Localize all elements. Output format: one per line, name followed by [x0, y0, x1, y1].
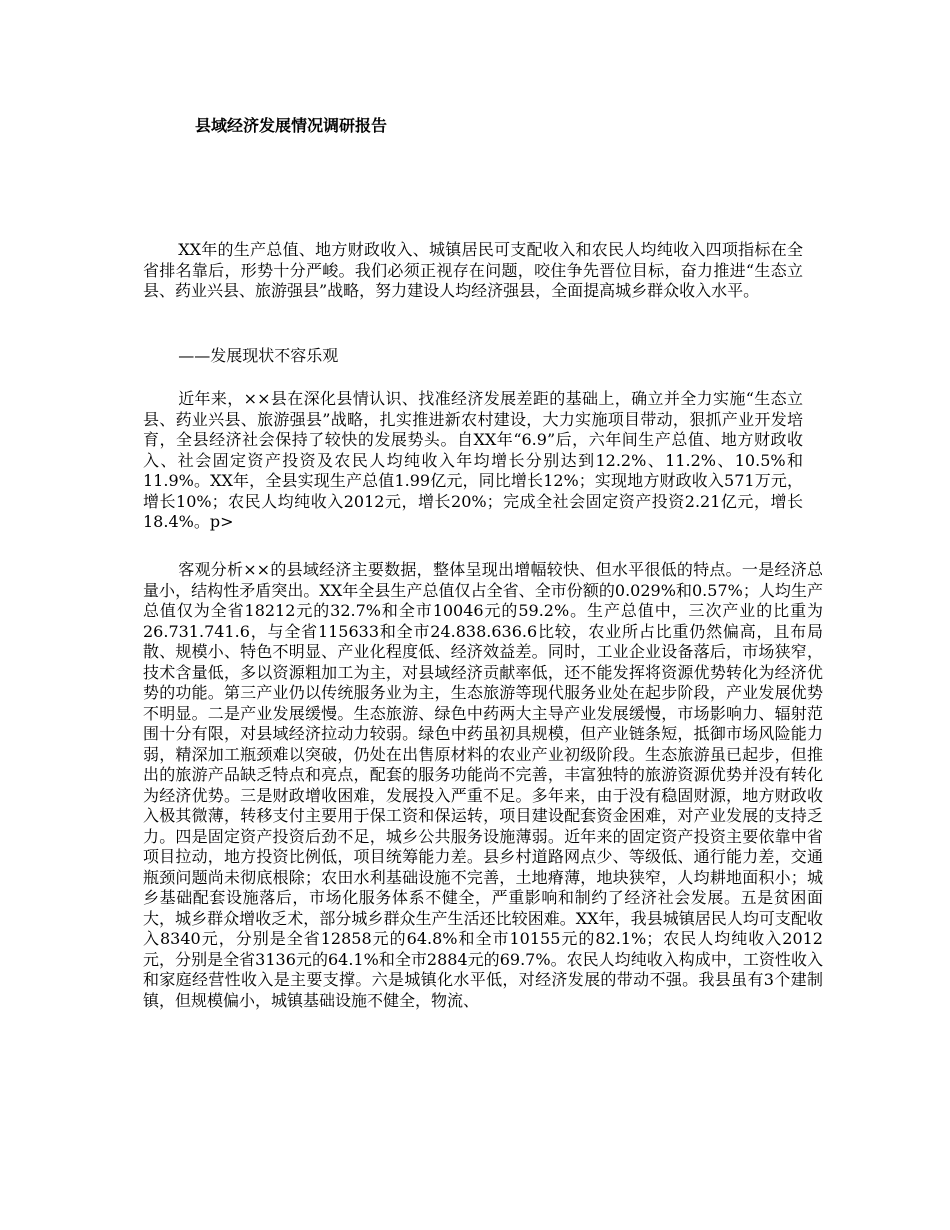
current-status-paragraph: 近年来，××县在深化县情认识、找准经济发展差距的基础上，确立并全力实施“生态立县、药业兴县、旅游强县”战略，扎实推进新农村建设，大力实施项目带动，狠抓产业开发培育，全县经济社会保持了较快的发展势头。自XX年“6.9”后，六年间生产总值、地方财政收入、社会固定资产投资及农民人均纯收入年均增长分别达到12.2%、11.2%、10.5%和11.9%。XX年，全县实现生产总值1.99亿元，同比增长12%；实现地方财政收入571万元，增长10%；农民人均纯收入2012元，增长20%；完成全社会固定资产投资2.21亿元，增长18.4%。p>	[143, 389, 803, 531]
intro-paragraph: XX年的生产总值、地方财政收入、城镇居民可支配收入和农民人均纯收入四项指标在全省排名靠后，形势十分严峻。我们必须正视存在问题，咬住争先晋位目标，奋力推进“生态立县、药业兴县、旅游强县”战略，努力建设人均经济强县，全面提高城乡群众收入水平。	[143, 240, 803, 300]
document-title: 县域经济发展情况调研报告	[195, 116, 388, 135]
section-heading: ——发展现状不容乐观	[178, 346, 339, 365]
analysis-paragraph: 客观分析××的县域经济主要数据，整体呈现出增幅较快、但水平很低的特点。一是经济总量小，结构性矛盾突出。XX年全县生产总值仅占全省、全市份额的0.029%和0.57%；人均生产总值仅为全省18212元的32.7%和全市10046元的59.2%。生产总值中，三次产业的比重为26.731.741.6，与全省115633和全市24.838.636.6比较，农业所占比重仍然偏高，且布局散、规模小、特色不明显、产业化程度低、经济效益差。同时，工业企业设备落后，市场狭窄，技术含量低，多以资源粗加工为主，对县域经济贡献率低，还不能发挥将资源优势转化为经济优势的功能。第三产业仍以传统服务业为主，生态旅游等现代服务业处在起步阶段，产业发展优势不明显。二是产业发展缓慢。生态旅游、绿色中药两大主导产业发展缓慢，市场影响力、辐射范围十分有限，对县域经济拉动力较弱。绿色中药虽初具规模，但产业链条短，抵御市场风险能力弱，精深加工瓶颈难以突破，仍处在出售原材料的农业产业初级阶段。生态旅游虽已起步，但推出的旅游产品缺乏特点和亮点，配套的服务功能尚不完善，丰富独特的旅游资源优势并没有转化为经济优势。三是财政增收困难，发展投入严重不足。多年来，由于没有稳固财源，地方财政收入极其微薄，转移支付主要用于保工资和保运转，项目建设配套资金困难，对产业发展的支持乏力。四是固定资产投资后劲不足，城乡公共服务设施薄弱。近年来的固定资产投资主要依靠中省项目拉动，地方投资比例低，项目统筹能力差。县乡村道路网点少、等级低、通行能力差，交通瓶颈问题尚未彻底根除；农田水利基础设施不完善，土地瘠薄，地块狭窄，人均耕地面积小；城乡基础配套设施落后，市场化服务体系不健全，严重影响和制约了经济社会发展。五是贫困面大，城乡群众增收乏术，部分城乡群众生产生活还比较困难。XX年，我县城镇居民人均可支配收入8340元，分别是全省12858元的64.8%和全市10155元的82.1%；农民人均纯收入2012元，分别是全省3136元的64.1%和全市2884元的69.7%。农民人均纯收入构成中，工资性收入和家庭经营性收入是主要支撑。六是城镇化水平低，对经济发展的带动不强。我县虽有3个建制镇，但规模偏小，城镇基础设施不健全，物流、	[143, 560, 823, 1010]
